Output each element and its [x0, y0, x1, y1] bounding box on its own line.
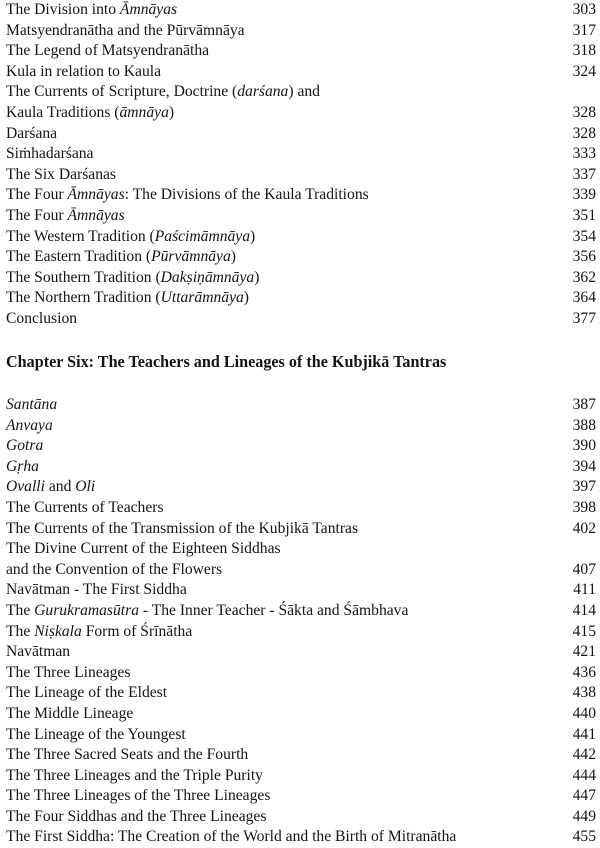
toc-entry	[6, 745, 600, 766]
entry-title	[6, 0, 177, 21]
title-text: Matsyendranātha and the Pūrvāmnāya	[6, 21, 245, 39]
entry-title-line	[6, 82, 320, 103]
title-text: Navātman - The First Siddha	[6, 581, 187, 599]
toc-entry	[6, 144, 600, 165]
entry-title	[6, 622, 192, 643]
title-text: The Division into	[6, 1, 120, 18]
title-text: The Currents of Teachers	[6, 498, 164, 516]
toc-entry	[6, 0, 600, 21]
entry-title	[6, 416, 53, 437]
entry-title	[6, 21, 245, 42]
italic-term: Anvaya	[6, 416, 53, 434]
chapter-heading: Chapter Six: The Teachers and Lineages of the Kubjikā Tantras	[6, 352, 447, 371]
toc-entry	[6, 601, 600, 622]
toc-entry	[6, 519, 600, 540]
entry-title	[6, 247, 236, 268]
toc-entry	[6, 539, 600, 580]
entry-title-line	[6, 560, 281, 581]
entry-page-number: 333	[572, 145, 596, 163]
title-text: Form of Śrīnātha	[81, 622, 193, 640]
toc-entry	[6, 786, 600, 807]
entry-page-number: 303	[572, 1, 596, 18]
title-text: and the Convention of the Flowers	[6, 560, 223, 578]
italic-term: Gurukramasūtra	[34, 601, 139, 619]
title-text: The Three Sacred Seats and the Fourth	[6, 746, 249, 764]
entry-page-number: 421	[572, 643, 596, 661]
entry-page-number: 414	[572, 601, 596, 619]
toc-entry	[6, 807, 600, 828]
entry-page-number: 411	[573, 581, 596, 599]
italic-term: Ovalli	[6, 478, 45, 496]
entry-title	[6, 457, 39, 478]
entry-title	[6, 601, 408, 622]
title-text: The Western Tradition (	[6, 227, 155, 245]
title-text: The Divine Current of the Eighteen Siddhas	[6, 540, 281, 558]
entry-title-line	[6, 539, 281, 560]
entry-page-number: 447	[572, 787, 596, 805]
title-text: ) and	[288, 83, 320, 101]
entry-page-number: 364	[572, 289, 596, 307]
title-text: Kaula Traditions (	[6, 103, 120, 121]
italic-term: Āmnāyas	[119, 1, 178, 18]
entry-title	[6, 745, 248, 766]
italic-term: āmnāya	[119, 103, 169, 121]
entry-title	[6, 683, 167, 704]
entry-title	[6, 309, 77, 330]
toc-entry	[6, 309, 600, 330]
title-text: and	[44, 478, 76, 496]
toc-entry	[6, 288, 600, 309]
entry-page-number: 394	[572, 457, 596, 475]
italic-term: Gotra	[6, 437, 44, 455]
title-text: The Currents of the Transmission of the Kubjikā Tantras	[6, 519, 359, 537]
entry-title	[6, 498, 164, 519]
toc-entry	[6, 395, 600, 416]
toc-entry	[6, 206, 600, 227]
entry-title	[6, 827, 456, 848]
italic-term: darśana	[237, 83, 289, 101]
entry-title	[6, 807, 266, 828]
entry-page-number: 356	[572, 248, 596, 266]
entry-page-number: 377	[572, 309, 596, 327]
italic-term: Pūrvāmnāya	[151, 248, 231, 266]
entry-page-number: 351	[572, 206, 596, 224]
toc-entry	[6, 416, 600, 437]
entry-page-number: 339	[572, 186, 596, 204]
title-text: Kula in relation to Kaula	[6, 62, 162, 80]
toc-entry	[6, 642, 600, 663]
entry-page-number: 441	[572, 725, 596, 743]
entry-page-number: 415	[572, 622, 596, 640]
entry-title	[6, 288, 249, 309]
toc-entry	[6, 185, 600, 206]
toc-entry	[6, 827, 600, 848]
italic-term: Āmnāyas	[67, 206, 125, 224]
title-text: The Legend of Matsyendranātha	[6, 42, 210, 60]
title-text: The Four	[6, 186, 68, 204]
entry-page-number: 388	[572, 416, 596, 434]
toc-entry	[6, 580, 600, 601]
entry-title	[6, 642, 70, 663]
title-text: The Lineage of the Youngest	[6, 725, 186, 743]
entry-page-number: 354	[572, 227, 596, 245]
italic-term: Santāna	[6, 396, 58, 413]
entry-title	[6, 124, 57, 145]
title-text: The Lineage of the Eldest	[6, 684, 168, 702]
italic-term: Uttarāmnāya	[160, 289, 244, 307]
entry-page-number: 397	[572, 478, 596, 496]
entry-title	[6, 704, 133, 725]
entry-page-number: 436	[572, 663, 596, 681]
entry-page-number: 318	[572, 42, 596, 60]
toc-entry	[6, 477, 600, 498]
toc-entry	[6, 704, 600, 725]
toc-entry	[6, 41, 600, 62]
toc-entry	[6, 21, 600, 42]
entry-title-line	[6, 103, 320, 124]
title-text: The	[6, 601, 35, 619]
italic-term: Dakṣiṇāmnāya	[160, 268, 255, 286]
entry-title	[6, 62, 161, 83]
title-text: Darśana	[6, 124, 58, 142]
toc-entry	[6, 622, 600, 643]
entry-page-number: 407	[572, 560, 596, 578]
entry-title	[6, 165, 116, 186]
toc-entry	[6, 62, 600, 83]
entry-title	[6, 477, 95, 498]
entry-title	[6, 206, 125, 227]
title-text: )	[230, 248, 236, 266]
toc-entry	[6, 436, 600, 457]
title-text: )	[250, 227, 256, 245]
toc-entry	[6, 766, 600, 787]
entry-title	[6, 144, 93, 165]
title-text: The First Siddha: The Creation of the World and the Birth of Mitranātha	[6, 828, 457, 846]
title-text: Siṁhadarśana	[6, 145, 94, 163]
entry-title	[6, 725, 186, 746]
toc-list-section-a	[6, 0, 600, 330]
title-text: The Southern Tradition (	[6, 268, 161, 286]
toc-entry	[6, 124, 600, 145]
title-text: The Three Lineages	[6, 663, 131, 681]
toc-entry	[6, 663, 600, 684]
entry-title	[6, 268, 259, 289]
title-text: The Three Lineages and the Triple Purity	[6, 766, 263, 784]
entry-page-number: 317	[572, 21, 596, 39]
entry-page-number: 328	[572, 103, 596, 121]
toc-entry	[6, 268, 600, 289]
entry-page-number: 449	[572, 807, 596, 825]
entry-title	[6, 580, 187, 601]
italic-term: Niṣkala	[34, 622, 82, 640]
entry-page-number: 328	[572, 124, 596, 142]
entry-title	[6, 82, 320, 123]
entry-title	[6, 519, 358, 540]
title-text: The Northern Tradition (	[6, 289, 161, 307]
toc-entry	[6, 457, 600, 478]
entry-title	[6, 185, 369, 206]
entry-page-number: 390	[572, 437, 596, 455]
entry-page-number: 387	[572, 396, 596, 413]
title-text: )	[254, 268, 260, 286]
entry-title	[6, 766, 263, 787]
entry-page-number: 444	[572, 766, 596, 784]
entry-page-number: 442	[572, 746, 596, 764]
italic-term: Āmnāyas	[67, 186, 125, 204]
italic-term: Paścimāmnāya	[154, 227, 251, 245]
title-text: The Currents of Scripture, Doctrine (	[6, 83, 238, 101]
entry-title	[6, 539, 281, 580]
entry-page-number: 337	[572, 165, 596, 183]
entry-page-number: 440	[572, 704, 596, 722]
toc-entry	[6, 165, 600, 186]
toc-entry	[6, 725, 600, 746]
title-text: : The Divisions of the Kaula Traditions	[124, 186, 369, 204]
entry-page-number: 438	[572, 684, 596, 702]
title-text: Navātman	[6, 643, 71, 661]
toc-entry	[6, 247, 600, 268]
title-text: The Middle Lineage	[6, 704, 134, 722]
entry-title	[6, 436, 43, 457]
italic-term: Gṛha	[6, 457, 39, 475]
toc-entry	[6, 683, 600, 704]
title-text: The Three Lineages of the Three Lineages	[6, 787, 271, 805]
title-text: The	[6, 622, 35, 640]
entry-title	[6, 663, 130, 684]
entry-title	[6, 227, 255, 248]
title-text: The Four Siddhas and the Three Lineages	[6, 807, 267, 825]
title-text: Conclusion	[6, 309, 78, 327]
entry-page-number: 324	[572, 62, 596, 80]
title-text: )	[243, 289, 249, 307]
entry-page-number: 362	[572, 268, 596, 286]
entry-page-number: 398	[572, 498, 596, 516]
toc-entry	[6, 227, 600, 248]
entry-page-number: 402	[572, 519, 596, 537]
title-text: The Four	[6, 206, 68, 224]
title-text: - The Inner Teacher - Śākta and Śāmbhava	[139, 601, 409, 619]
entry-page-number: 455	[572, 828, 596, 846]
entry-title	[6, 41, 209, 62]
title-text: The Six Darśanas	[6, 165, 116, 183]
italic-term: Oli	[75, 478, 96, 496]
entry-title	[6, 786, 270, 807]
entry-title	[6, 395, 57, 416]
toc-entry	[6, 82, 600, 123]
toc-entry	[6, 498, 600, 519]
title-text: The Eastern Tradition (	[6, 248, 152, 266]
toc-list-section-b	[6, 395, 600, 848]
title-text: )	[168, 103, 175, 121]
